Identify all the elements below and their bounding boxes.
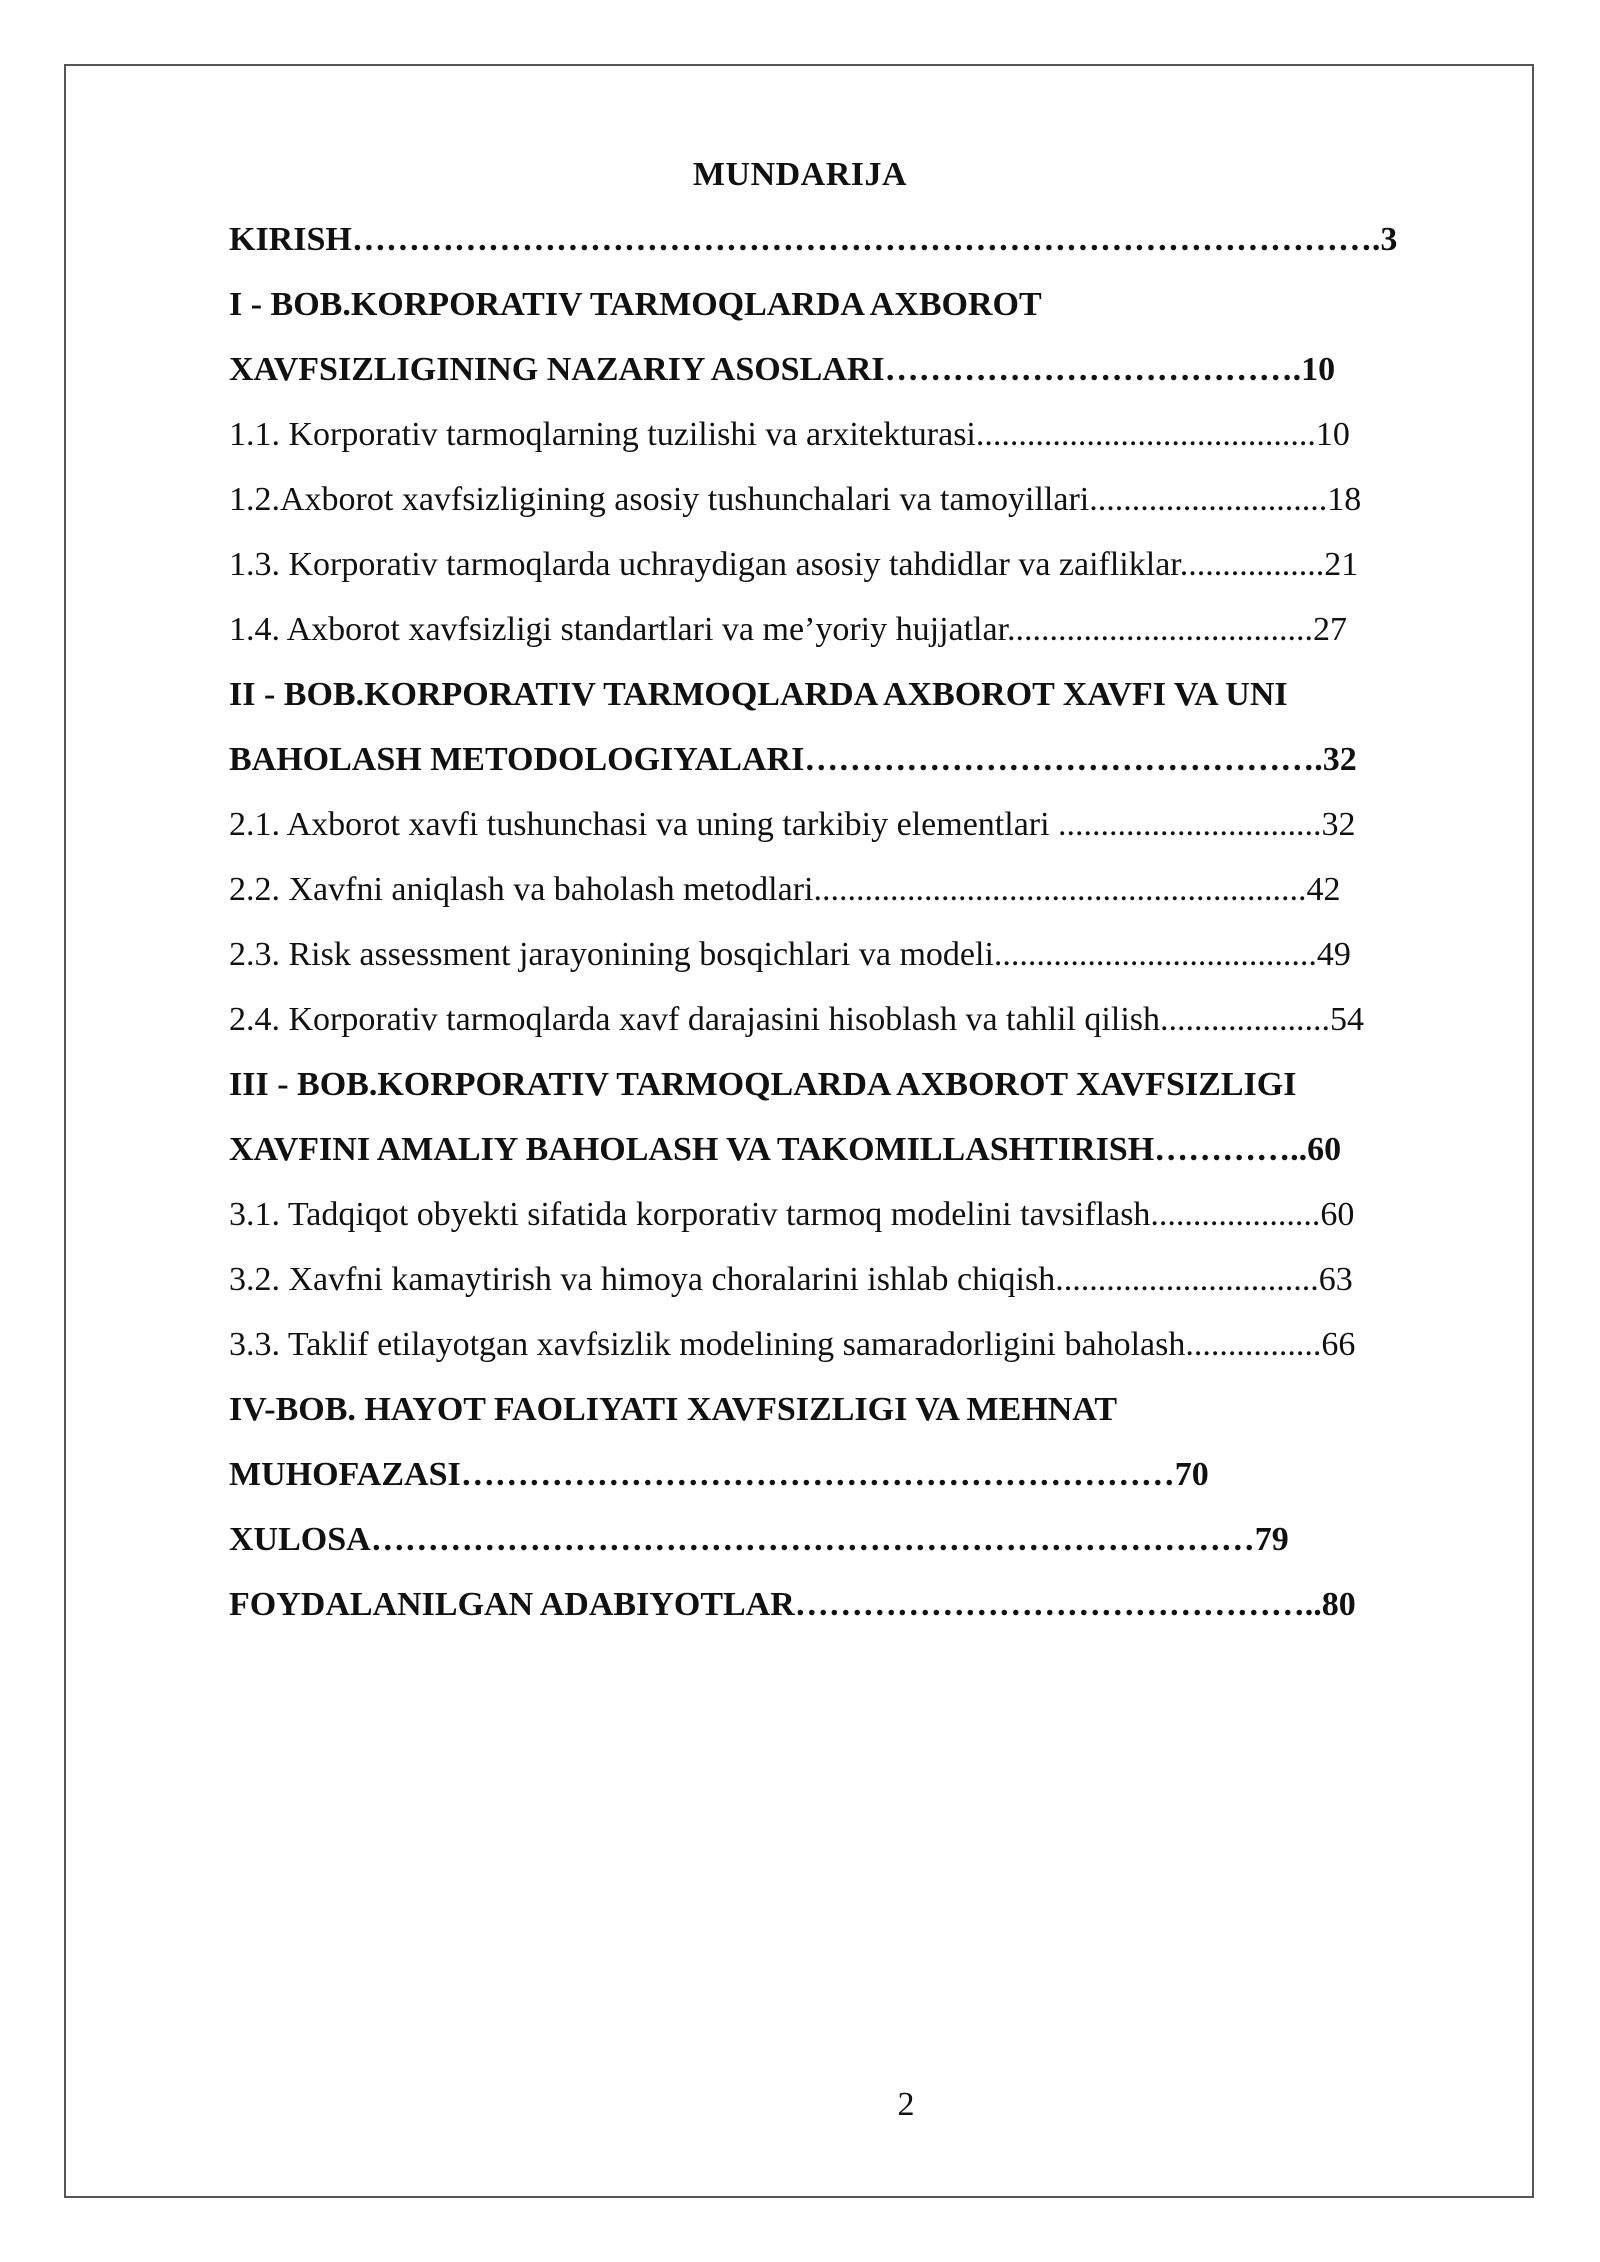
- toc-subsection-line: 1.1. Korporativ tarmoqlarning tuzilishi va arxitekturasi........................................10: [229, 416, 1350, 453]
- toc-title: MUNDARIJA: [692, 156, 908, 193]
- toc-heading-line: MUHOFAZASI………………………………………………………70: [229, 1456, 1209, 1493]
- toc-heading-line: KIRISH……………………………………………………………………………….3: [229, 221, 1398, 258]
- toc-subsection-line: 2.2. Xavfni aniqlash va baholash metodlari..........................................................42: [229, 871, 1341, 908]
- toc-heading-line: XAVFINI AMALIY BAHOLASH VA TAKOMILLASHTIRISH…………..60: [229, 1131, 1342, 1168]
- toc-heading-line: XULOSA……………………………………………………………………79: [229, 1521, 1289, 1558]
- toc-heading-line: IV-BOB. HAYOT FAOLIYATI XAVFSIZLIGI VA MEHNAT: [229, 1391, 1118, 1428]
- toc-heading-line: BAHOLASH METODOLOGIYALARI……………………………………….32: [229, 741, 1357, 778]
- toc-subsection-line: 1.4. Axborot xavfsizligi standartlari va me’yoriy hujjatlar....................................27: [229, 611, 1348, 648]
- toc-subsection-line: 2.4. Korporativ tarmoqlarda xavf darajasini hisoblash va tahlil qilish....................54: [229, 1001, 1364, 1038]
- toc-subsection-line: 3.2. Xavfni kamaytirish va himoya choralarini ishlab chiqish...............................63: [229, 1261, 1353, 1298]
- page-number: 2: [897, 2086, 915, 2123]
- toc-subsection-line: 2.3. Risk assessment jarayonining bosqichlari va modeli......................................49: [229, 936, 1351, 973]
- toc-heading-line: XAVFSIZLIGINING NAZARIY ASOSLARI……………………………….10: [229, 351, 1336, 388]
- toc-subsection-line: 3.3. Taklif etilayotgan xavfsizlik modelining samaradorligini baholash................66: [229, 1326, 1356, 1363]
- toc-heading-line: FOYDALANILGAN ADABIYOTLAR………………………………………..80: [229, 1586, 1356, 1623]
- toc-subsection-line: 1.2.Axborot xavfsizligining asosiy tushunchalari va tamoyillari............................18: [229, 481, 1362, 518]
- toc-subsection-line: 2.1. Axborot xavfi tushunchasi va uning tarkibiy elementlari ...............................32: [229, 806, 1356, 843]
- toc-heading-line: I - BOB.KORPORATIV TARMOQLARDA AXBOROT: [229, 286, 1042, 323]
- toc-heading-line: II - BOB.KORPORATIV TARMOQLARDA AXBOROT XAVFI VA UNI: [229, 676, 1288, 713]
- toc-heading-line: III - BOB.KORPORATIV TARMOQLARDA AXBOROT XAVFSIZLIGI: [229, 1066, 1297, 1103]
- toc-subsection-line: 1.3. Korporativ tarmoqlarda uchraydigan asosiy tahdidlar va zaifliklar.................21: [229, 546, 1359, 583]
- table-of-contents: [229, 207, 1489, 1637]
- toc-subsection-line: 3.1. Tadqiqot obyekti sifatida korporativ tarmoq modelini tavsiflash....................60: [229, 1196, 1355, 1233]
